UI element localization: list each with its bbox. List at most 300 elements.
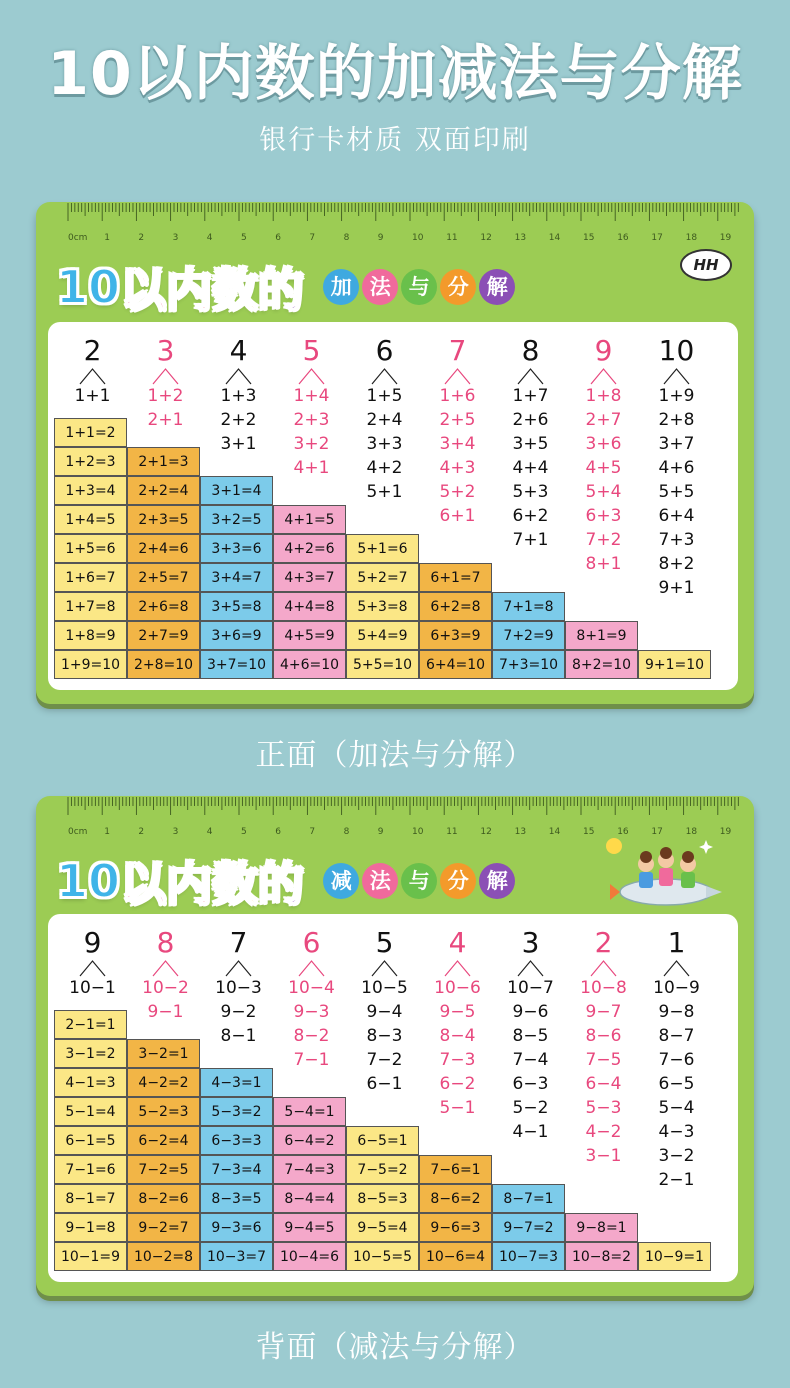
title-char: 内: [166, 857, 213, 911]
equation-cell: 6+4=10: [419, 650, 492, 679]
column-head-number: 6: [375, 334, 394, 367]
equation-cell: 6+3=9: [419, 621, 492, 650]
title-circle-char: 法: [362, 863, 398, 899]
ruler-label: 7: [309, 827, 316, 837]
decomposition-item: 2+8: [658, 410, 695, 430]
equation-cell: 8−5=3: [346, 1184, 419, 1213]
equation-cell: 3+2=5: [200, 505, 273, 534]
decomposition-branch: [567, 958, 640, 978]
title-circle-char: 解: [479, 863, 515, 899]
equation-cell: 3−1=2: [54, 1039, 127, 1068]
decomposition-item: 4+1: [293, 458, 330, 478]
title-char: 0: [88, 854, 121, 908]
decomposition-branch: [348, 366, 421, 386]
decomposition-branch: [202, 958, 275, 978]
ruler-label: 3: [172, 233, 179, 243]
decomposition-item: 10−8: [580, 978, 627, 998]
column-head-number: 4: [229, 334, 248, 367]
decomposition-item: 10−1: [69, 978, 116, 998]
decomposition-item: 1+8: [585, 386, 622, 406]
decomposition-item: 2+5: [439, 410, 476, 430]
ruler-label: 1: [104, 827, 110, 837]
equation-cell: 2+3=5: [127, 505, 200, 534]
decomposition-item: 7−3: [439, 1050, 476, 1070]
equation-cell: 7+3=10: [492, 650, 565, 679]
equation-cell: 10−4=6: [273, 1242, 346, 1271]
decomposition-item: 6+1: [439, 506, 476, 526]
ruler-label: 2: [138, 233, 145, 243]
decomposition-item: 1+2: [147, 386, 184, 406]
equation-cell: 5−1=4: [54, 1097, 127, 1126]
decomposition-item: 9−5: [439, 1002, 476, 1022]
equation-cell: 6−4=2: [273, 1126, 346, 1155]
ruler-label: 8: [343, 233, 350, 243]
front-card-title: [56, 254, 515, 318]
decomposition-item: 2+6: [512, 410, 549, 430]
equation-cell: 9−3=6: [200, 1213, 273, 1242]
equation-cell: 2+5=7: [127, 563, 200, 592]
ruler-label: 9: [377, 233, 384, 243]
equation-cell: 5−3=2: [200, 1097, 273, 1126]
decomposition-item: 1+1: [74, 386, 111, 406]
ruler-label: 13: [514, 827, 527, 837]
decomposition-item: 2+7: [585, 410, 622, 430]
decomposition-branch: [202, 366, 275, 386]
ruler-label: 16: [617, 233, 629, 243]
equation-cell: 4+3=7: [273, 563, 346, 592]
decomposition-item: 3+1: [220, 434, 257, 454]
title-char: 1: [56, 260, 89, 314]
decomposition-item: 4−3: [658, 1122, 695, 1142]
equation-cell: 10−2=8: [127, 1242, 200, 1271]
ruler-label: 16: [617, 827, 629, 837]
decomposition-item: 4+6: [658, 458, 695, 478]
decomposition-item: 5−1: [439, 1098, 476, 1118]
equation-cell: 4+1=5: [273, 505, 346, 534]
front-caption: 正面（加法与分解）: [255, 738, 535, 773]
ruler-label: 19: [719, 827, 732, 837]
title-char: 以: [120, 857, 167, 911]
decomposition-item: 2+3: [293, 410, 330, 430]
ruler-label: 14: [548, 827, 561, 837]
ruler-label: 17: [651, 233, 663, 243]
ruler-label: 4: [206, 233, 213, 243]
equation-cell: 5−4=1: [273, 1097, 346, 1126]
decomposition-list: [275, 976, 348, 1072]
ruler-label: 5: [241, 827, 247, 837]
equation-cell: 4+5=9: [273, 621, 346, 650]
equation-cell: 7−4=3: [273, 1155, 346, 1184]
ruler-label: 5: [241, 233, 247, 243]
equation-cell: 5+2=7: [346, 563, 419, 592]
equation-cell: 1+2=3: [54, 447, 127, 476]
decomposition-item: 8−7: [658, 1026, 695, 1046]
decomposition-item: 8+1: [585, 554, 622, 574]
decomposition-item: 7−5: [585, 1050, 622, 1070]
column-head-number: 2: [594, 926, 613, 959]
decomposition-item: 7−4: [512, 1050, 549, 1070]
ruler-label: 18: [685, 827, 698, 837]
back-table-panel: [48, 914, 738, 1282]
decomposition-branch: [275, 366, 348, 386]
equation-cell: 10−9=1: [638, 1242, 711, 1271]
back-card-title: [56, 848, 515, 912]
decomposition-list: [494, 384, 567, 552]
decomposition-list: [494, 976, 567, 1144]
equation-cell: 2+6=8: [127, 592, 200, 621]
ruler-label: 8: [343, 827, 350, 837]
equation-cell: 4+4=8: [273, 592, 346, 621]
decomposition-branch: [129, 958, 202, 978]
decomposition-item: 6−5: [658, 1074, 695, 1094]
decomposition-item: 6+2: [512, 506, 549, 526]
equation-cell: 7+2=9: [492, 621, 565, 650]
decomposition-list: [567, 384, 640, 576]
title-circle-char: 法: [362, 269, 398, 305]
decomposition-list: [56, 384, 129, 408]
ruler-label: 18: [685, 233, 698, 243]
decomposition-item: 1+7: [512, 386, 549, 406]
decomposition-item: 10−5: [361, 978, 408, 998]
decomposition-item: 5+3: [512, 482, 549, 502]
equation-cell: 3+3=6: [200, 534, 273, 563]
ruler-label: 10: [412, 233, 424, 243]
equation-cell: 2−1=1: [54, 1010, 127, 1039]
title-char: 数: [212, 263, 259, 317]
equation-cell: 8−4=4: [273, 1184, 346, 1213]
title-char: 的: [258, 263, 305, 317]
decomposition-branch: [567, 366, 640, 386]
decomposition-item: 6−1: [366, 1074, 403, 1094]
equation-cell: 7−3=4: [200, 1155, 273, 1184]
equation-cell: 7−6=1: [419, 1155, 492, 1184]
equation-cell: 5+3=8: [346, 592, 419, 621]
equation-cell: 2+1=3: [127, 447, 200, 476]
ruler-label: 6: [275, 827, 281, 837]
ruler-label: 19: [719, 233, 732, 243]
column-head-number: 3: [156, 334, 175, 367]
ruler-label: 9: [377, 827, 384, 837]
decomposition-branch: [56, 958, 129, 978]
equation-cell: 10−8=2: [565, 1242, 638, 1271]
equation-cell: 6−2=4: [127, 1126, 200, 1155]
ruler-label: 2: [138, 827, 145, 837]
equation-cell: 3+7=10: [200, 650, 273, 679]
decomposition-item: 4+2: [366, 458, 403, 478]
equation-cell: 7−2=5: [127, 1155, 200, 1184]
decomposition-item: 8−5: [512, 1026, 549, 1046]
decomposition-item: 9−8: [658, 1002, 695, 1022]
decomposition-list: [421, 384, 494, 528]
decomposition-item: 5+5: [658, 482, 695, 502]
decomposition-item: 2+2: [220, 410, 257, 430]
equation-cell: 3−2=1: [127, 1039, 200, 1068]
decomposition-item: 5−3: [585, 1098, 622, 1118]
decomposition-item: 2+1: [147, 410, 184, 430]
equation-cell: 10−3=7: [200, 1242, 273, 1271]
decomposition-item: 9−1: [147, 1002, 184, 1022]
equation-cell: 8+1=9: [565, 621, 638, 650]
decomposition-list: [202, 976, 275, 1048]
ruler-label: 12: [480, 827, 492, 837]
decomposition-item: 1+5: [366, 386, 403, 406]
decomposition-item: 5−4: [658, 1098, 695, 1118]
decomposition-item: 4+4: [512, 458, 549, 478]
title-char: 0: [88, 260, 121, 314]
equation-cell: 1+5=6: [54, 534, 127, 563]
title-char: 内: [166, 263, 213, 317]
title-circle-char: 分: [440, 269, 476, 305]
title-circle-char: 减: [323, 863, 359, 899]
ruler-label: 10: [412, 827, 424, 837]
decomposition-item: 8−2: [293, 1026, 330, 1046]
equation-cell: 7+1=8: [492, 592, 565, 621]
decomposition-item: 10−9: [653, 978, 700, 998]
decomposition-item: 8−3: [366, 1026, 403, 1046]
title-circle-char: 与: [401, 269, 437, 305]
equation-cell: 5+4=9: [346, 621, 419, 650]
decomposition-branch: [640, 366, 713, 386]
equation-cell: 8−2=6: [127, 1184, 200, 1213]
title-char: 数: [212, 857, 259, 911]
ruler: [58, 202, 758, 246]
decomposition-branch: [421, 958, 494, 978]
equation-cell: 9−5=4: [346, 1213, 419, 1242]
equation-cell: 10−7=3: [492, 1242, 565, 1271]
decomposition-item: 6+4: [658, 506, 695, 526]
ruler-label: 12: [480, 233, 492, 243]
equation-cell: 8−1=7: [54, 1184, 127, 1213]
decomposition-list: [640, 384, 713, 600]
decomposition-list: [567, 976, 640, 1168]
equation-cell: 4−1=3: [54, 1068, 127, 1097]
decomposition-item: 4+3: [439, 458, 476, 478]
equation-cell: 3+1=4: [200, 476, 273, 505]
column-head-number: 4: [448, 926, 467, 959]
decomposition-branch: [421, 366, 494, 386]
decomposition-item: 10−2: [142, 978, 189, 998]
equation-cell: 7−5=2: [346, 1155, 419, 1184]
back-card: [36, 796, 754, 1296]
equation-cell: 2+4=6: [127, 534, 200, 563]
ruler-label: 14: [548, 233, 561, 243]
equation-cell: 8+2=10: [565, 650, 638, 679]
title-circle-char: 与: [401, 863, 437, 899]
equation-cell: 4−2=2: [127, 1068, 200, 1097]
equation-cell: 7−1=6: [54, 1155, 127, 1184]
decomposition-item: 2−1: [658, 1170, 695, 1190]
decomposition-list: [348, 384, 421, 504]
ruler-label: 4: [206, 827, 213, 837]
equation-cell: 2+8=10: [127, 650, 200, 679]
equation-cell: 10−5=5: [346, 1242, 419, 1271]
equation-cell: 10−1=9: [54, 1242, 127, 1271]
equation-cell: 5−2=3: [127, 1097, 200, 1126]
column-head-number: 6: [302, 926, 321, 959]
decomposition-item: 7−6: [658, 1050, 695, 1070]
decomposition-list: [129, 976, 202, 1024]
decomposition-item: 10−7: [507, 978, 554, 998]
decomposition-item: 4+5: [585, 458, 622, 478]
decomposition-item: 3+3: [366, 434, 403, 454]
equation-cell: 1+6=7: [54, 563, 127, 592]
back-caption: 背面（减法与分解）: [255, 1330, 535, 1365]
decomposition-item: 1+9: [658, 386, 695, 406]
decomposition-item: 8−6: [585, 1026, 622, 1046]
decomposition-item: 6−2: [439, 1074, 476, 1094]
page-title: 10以内数的加减法与分解: [47, 39, 743, 109]
decomposition-list: [56, 976, 129, 1000]
equation-cell: 8−3=5: [200, 1184, 273, 1213]
column-head-number: 10: [658, 334, 695, 367]
decomposition-item: 7−2: [366, 1050, 403, 1070]
decomposition-item: 9+1: [658, 578, 695, 598]
column-head-number: 7: [448, 334, 467, 367]
decomposition-list: [129, 384, 202, 432]
decomposition-item: 9−4: [366, 1002, 403, 1022]
equation-cell: 4−3=1: [200, 1068, 273, 1097]
decomposition-branch: [494, 958, 567, 978]
equation-cell: 9−6=3: [419, 1213, 492, 1242]
equation-cell: 6−1=5: [54, 1126, 127, 1155]
equation-cell: 1+3=4: [54, 476, 127, 505]
equation-cell: 8−7=1: [492, 1184, 565, 1213]
column-head-number: 8: [156, 926, 175, 959]
decomposition-item: 5+2: [439, 482, 476, 502]
decomposition-item: 2+4: [366, 410, 403, 430]
title-circle-char: 分: [440, 863, 476, 899]
decomposition-branch: [129, 366, 202, 386]
equation-cell: 9+1=10: [638, 650, 711, 679]
column-head-number: 5: [302, 334, 321, 367]
ruler-label: 1: [104, 233, 110, 243]
equation-cell: 5+1=6: [346, 534, 419, 563]
equation-cell: 1+1=2: [54, 418, 127, 447]
column-head-number: 5: [375, 926, 394, 959]
decomposition-item: 7+2: [585, 530, 622, 550]
page-subtitle: 银行卡材质 双面印刷: [259, 125, 531, 156]
decomposition-item: 6+3: [585, 506, 622, 526]
decomposition-branch: [348, 958, 421, 978]
equation-cell: 3+4=7: [200, 563, 273, 592]
decomposition-item: 3+6: [585, 434, 622, 454]
decomposition-item: 5+1: [366, 482, 403, 502]
decomposition-item: 8−4: [439, 1026, 476, 1046]
decomposition-item: 3+4: [439, 434, 476, 454]
equation-cell: 8−6=2: [419, 1184, 492, 1213]
decomposition-item: 9−6: [512, 1002, 549, 1022]
decomposition-item: 1+6: [439, 386, 476, 406]
equation-cell: 1+9=10: [54, 650, 127, 679]
decomposition-list: [275, 384, 348, 480]
ruler-label: 15: [583, 233, 595, 243]
decomposition-item: 8−1: [220, 1026, 257, 1046]
decomposition-item: 4−1: [512, 1122, 549, 1142]
decomposition-branch: [494, 366, 567, 386]
decomposition-item: 9−7: [585, 1002, 622, 1022]
decomposition-item: 7+1: [512, 530, 549, 550]
equation-cell: 10−6=4: [419, 1242, 492, 1271]
equation-cell: 9−7=2: [492, 1213, 565, 1242]
equation-cell: 3+5=8: [200, 592, 273, 621]
decomposition-item: 3−2: [658, 1146, 695, 1166]
equation-cell: 6−5=1: [346, 1126, 419, 1155]
decomposition-list: [421, 976, 494, 1120]
equation-cell: 1+7=8: [54, 592, 127, 621]
ruler-label: 11: [446, 827, 458, 837]
ruler-label: 11: [446, 233, 458, 243]
equation-cell: 9−1=8: [54, 1213, 127, 1242]
kids-rocket-illustration: [606, 834, 726, 914]
decomposition-list: [640, 976, 713, 1192]
column-head-number: 7: [229, 926, 248, 959]
ruler-label: 7: [309, 233, 316, 243]
decomposition-item: 9−3: [293, 1002, 330, 1022]
equation-cell: 9−2=7: [127, 1213, 200, 1242]
equation-cell: 5+5=10: [346, 650, 419, 679]
decomposition-item: 6−4: [585, 1074, 622, 1094]
title-circle-char: 加: [323, 269, 359, 305]
decomposition-item: 7−1: [293, 1050, 330, 1070]
decomposition-item: 6−3: [512, 1074, 549, 1094]
equation-cell: 6+1=7: [419, 563, 492, 592]
title-char: 1: [56, 854, 89, 908]
title-circle-char: 解: [479, 269, 515, 305]
decomposition-item: 7+3: [658, 530, 695, 550]
decomposition-item: 4−2: [585, 1122, 622, 1142]
ruler-label: 13: [514, 233, 527, 243]
equation-cell: 3+6=9: [200, 621, 273, 650]
decomposition-item: 3+2: [293, 434, 330, 454]
column-head-number: 3: [521, 926, 540, 959]
ruler-label: 6: [275, 233, 281, 243]
decomposition-list: [348, 976, 421, 1096]
decomposition-item: 3−1: [585, 1146, 622, 1166]
decomposition-branch: [640, 958, 713, 978]
decomposition-item: 8+2: [658, 554, 695, 574]
decomposition-item: 5−2: [512, 1098, 549, 1118]
equation-cell: 2+2=4: [127, 476, 200, 505]
equation-cell: 6+2=8: [419, 592, 492, 621]
ruler-label: 15: [583, 827, 595, 837]
decomposition-item: 10−4: [288, 978, 335, 998]
front-table-panel: [48, 322, 738, 690]
decomposition-item: 3+7: [658, 434, 695, 454]
equation-cell: 9−4=5: [273, 1213, 346, 1242]
ruler-label: 17: [651, 827, 663, 837]
ruler-label: 3: [172, 827, 179, 837]
ruler-label: 0cm: [68, 233, 88, 243]
decomposition-list: [202, 384, 275, 456]
column-head-number: 2: [83, 334, 102, 367]
equation-cell: 2+7=9: [127, 621, 200, 650]
column-head-number: 1: [667, 926, 686, 959]
column-head-number: 9: [594, 334, 613, 367]
decomposition-item: 10−3: [215, 978, 262, 998]
ruler-label: 0cm: [68, 827, 88, 837]
decomposition-branch: [275, 958, 348, 978]
decomposition-item: 10−6: [434, 978, 481, 998]
decomposition-item: 1+3: [220, 386, 257, 406]
decomposition-branch: [56, 366, 129, 386]
column-head-number: 8: [521, 334, 540, 367]
equation-cell: 4+2=6: [273, 534, 346, 563]
equation-cell: 1+4=5: [54, 505, 127, 534]
equation-cell: 4+6=10: [273, 650, 346, 679]
brand-logo: HH: [680, 249, 732, 281]
decomposition-item: 5+4: [585, 482, 622, 502]
column-head-number: 9: [83, 926, 102, 959]
